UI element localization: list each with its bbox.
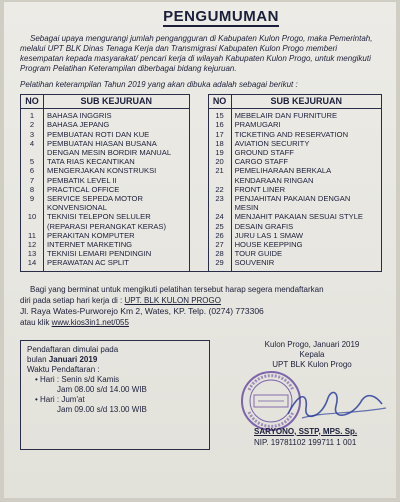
table-row	[21, 139, 382, 148]
course-no: 18	[208, 139, 231, 148]
course-name: KENDARAAN RINGAN	[231, 176, 381, 185]
course-table	[20, 94, 382, 272]
course-name: PRACTICAL OFFICE	[44, 185, 190, 194]
course-no: 29	[208, 258, 231, 271]
place-date: Kulon Progo, Januari 2019	[264, 339, 360, 349]
intro-paragraph: Sebagai upaya mengurangi jumlah pengangguran di Kabupaten Kulon Progo, maka Pemerintah, melalui UPT BLK Dinas Tenaga Kerja dan Transmigrasi Kabupaten Kulon Progo memberi kesempatan kepada masyarakat/ pencari kerja di wilayah Kabupaten Kulon Progo, untuk mengikuti Program Pelatihan Keterampilan diberbagai bidang kejuruan.	[20, 34, 373, 73]
column-gap	[189, 249, 208, 258]
course-no: 23	[208, 194, 231, 203]
course-no	[21, 203, 44, 212]
course-no	[208, 203, 231, 212]
table-row	[21, 231, 382, 240]
column-gap	[189, 212, 208, 221]
course-name: HOUSE KEEPPING	[231, 240, 381, 249]
course-no: 27	[208, 240, 231, 249]
link-line: atau klik www.kios3in1.net/055	[20, 317, 129, 327]
course-name: CARGO STAFF	[231, 157, 381, 166]
course-name: MESIN	[231, 203, 381, 212]
column-gap	[189, 222, 208, 231]
signature-block	[232, 340, 392, 458]
course-name: GROUND STAFF	[231, 148, 381, 157]
signer-role: Kepala	[299, 349, 325, 359]
course-name: PERAWATAN AC SPLIT	[44, 258, 190, 271]
table-row	[21, 203, 382, 212]
course-no: 24	[208, 212, 231, 221]
course-name: PEMBATIK LEVEL II	[44, 176, 190, 185]
course-no: 11	[21, 231, 44, 240]
bottom-section	[20, 340, 382, 460]
table-intro: Pelatihan keterampilan Tahun 2019 yang akan dibuka adalah sebagai berikut :	[20, 80, 298, 89]
table-row	[21, 130, 382, 139]
page-title: PENGUMUMAN	[163, 8, 279, 25]
course-name: PEMBUATAN HIASAN BUSANA	[44, 139, 190, 148]
table-row	[21, 120, 382, 129]
col-no-right: NO	[208, 95, 231, 109]
signer-name: SARYONO, SSTP, MPS. Sp.	[254, 426, 358, 436]
column-gap	[189, 185, 208, 194]
course-name: TEKNISI LEMARI PENDINGIN	[44, 249, 190, 258]
course-no: 19	[208, 148, 231, 157]
course-no: 22	[208, 185, 231, 194]
column-gap	[189, 240, 208, 249]
schedule-day-2: • Hari : Jum'at	[35, 394, 85, 404]
announcement-sheet	[4, 2, 396, 498]
course-table-body	[21, 109, 382, 271]
col-no-left: NO	[21, 95, 44, 109]
course-name: TICKETING AND RESERVATION	[231, 130, 381, 139]
registration-info	[20, 284, 382, 328]
course-no	[208, 176, 231, 185]
address: Jl. Raya Wates-Purworejo Km 2, Wates, KP. Telp. (0274) 773306	[20, 305, 264, 316]
table-row	[21, 166, 382, 175]
upt-name: UPT. BLK KULON PROGO	[124, 295, 221, 305]
course-no: 17	[208, 130, 231, 139]
course-no: 1	[21, 109, 44, 121]
course-no: 12	[21, 240, 44, 249]
schedule-time-1: Jam 08.00 s/d 14.00 WIB	[57, 384, 147, 394]
column-gap	[189, 120, 208, 129]
schedule-line-1: Pendaftaran dimulai pada	[27, 344, 119, 354]
column-gap	[189, 109, 208, 121]
table-row	[21, 185, 382, 194]
table-row	[21, 249, 382, 258]
column-gap	[189, 203, 208, 212]
course-name: KONVENSIONAL	[44, 203, 190, 212]
table-row	[21, 212, 382, 221]
course-no: 9	[21, 194, 44, 203]
table-row	[21, 194, 382, 203]
registration-schedule-box	[20, 340, 210, 450]
course-no: 8	[21, 185, 44, 194]
course-no: 26	[208, 231, 231, 240]
course-name: INTERNET MARKETING	[44, 240, 190, 249]
course-name: PRAMUGARI	[231, 120, 381, 129]
schedule-month: Januari 2019	[48, 354, 98, 364]
schedule-line-2: bulan Januari 2019	[27, 354, 98, 364]
course-name: MENGERJAKAN KONSTRUKSI	[44, 166, 190, 175]
course-name: PERAKITAN KOMPUTER	[44, 231, 190, 240]
signer-office: UPT BLK Kulon Progo	[272, 359, 352, 369]
course-name: SOUVENIR	[231, 258, 381, 271]
course-no: 10	[21, 212, 44, 221]
column-gap	[189, 258, 208, 271]
course-no: 5	[21, 157, 44, 166]
column-gap	[189, 148, 208, 157]
course-no: 14	[21, 258, 44, 271]
course-no: 4	[21, 139, 44, 148]
col-sub-left: SUB KEJURUAN	[44, 95, 190, 109]
course-name: (REPARASI PERANGKAT KERAS)	[44, 222, 190, 231]
course-no: 6	[21, 166, 44, 175]
course-name: PEMELIHARAAN BERKALA	[231, 166, 381, 175]
schedule-time-heading: Waktu Pendaftaran :	[27, 364, 100, 374]
column-gap	[189, 231, 208, 240]
course-name: FRONT LINER	[231, 185, 381, 194]
column-gap	[189, 157, 208, 166]
table-row	[21, 176, 382, 185]
course-name: TOUR GUIDE	[231, 249, 381, 258]
website-link[interactable]: www.kios3in1.net/055	[51, 317, 129, 327]
course-name: SERVICE SEPEDA MOTOR	[44, 194, 190, 203]
course-name: MEBELAIR DAN FURNITURE	[231, 109, 381, 121]
course-no: 25	[208, 222, 231, 231]
course-name: PEMBUATAN ROTI DAN KUE	[44, 130, 190, 139]
course-no: 21	[208, 166, 231, 175]
column-gap	[189, 130, 208, 139]
course-no: 13	[21, 249, 44, 258]
table-row	[21, 109, 382, 121]
course-name: BAHASA JEPANG	[44, 120, 190, 129]
info-line-1: Bagi yang berminat untuk mengikuti pelatihan tersebut harap segera mendaftarkan	[30, 284, 324, 294]
course-no: 3	[21, 130, 44, 139]
table-row	[21, 148, 382, 157]
table-row	[21, 240, 382, 249]
course-name: MENJAHIT PAKAIAN SESUAI STYLE	[231, 212, 381, 221]
col-sub-right: SUB KEJURUAN	[231, 95, 381, 109]
course-name: AVIATION SECURITY	[231, 139, 381, 148]
course-no: 15	[208, 109, 231, 121]
course-no: 28	[208, 249, 231, 258]
course-name: DESAIN GRAFIS	[231, 222, 381, 231]
course-name: BAHASA INGGRIS	[44, 109, 190, 121]
course-no	[21, 222, 44, 231]
column-gap	[189, 95, 208, 109]
course-no: 16	[208, 120, 231, 129]
course-name: TEKNISI TELEPON SELULER	[44, 212, 190, 221]
column-gap	[189, 139, 208, 148]
table-row	[21, 258, 382, 271]
signer-nip: NIP. 19781102 199711 1 001	[254, 437, 357, 447]
table-row	[21, 157, 382, 166]
column-gap	[189, 166, 208, 175]
table-row	[21, 222, 382, 231]
course-name: JURU LAS 1 SMAW	[231, 231, 381, 240]
handwritten-signature-icon	[282, 384, 392, 424]
course-name: TATA RIAS KECANTIKAN	[44, 157, 190, 166]
schedule-time-2: Jam 09.00 s/d 13.00 WIB	[57, 404, 147, 414]
info-line-2: diri pada setiap hari kerja di : UPT. BLK KULON PROGO	[20, 295, 221, 305]
course-no: 20	[208, 157, 231, 166]
course-table-header	[21, 95, 382, 109]
course-name: DENGAN MESIN BORDIR MANUAL	[44, 148, 190, 157]
column-gap	[189, 194, 208, 203]
course-no: 7	[21, 176, 44, 185]
column-gap	[189, 176, 208, 185]
course-no: 2	[21, 120, 44, 129]
schedule-day-1: • Hari : Senin s/d Kamis	[35, 374, 120, 384]
course-no	[21, 148, 44, 157]
course-name: PENJAHITAN PAKAIAN DENGAN	[231, 194, 381, 203]
